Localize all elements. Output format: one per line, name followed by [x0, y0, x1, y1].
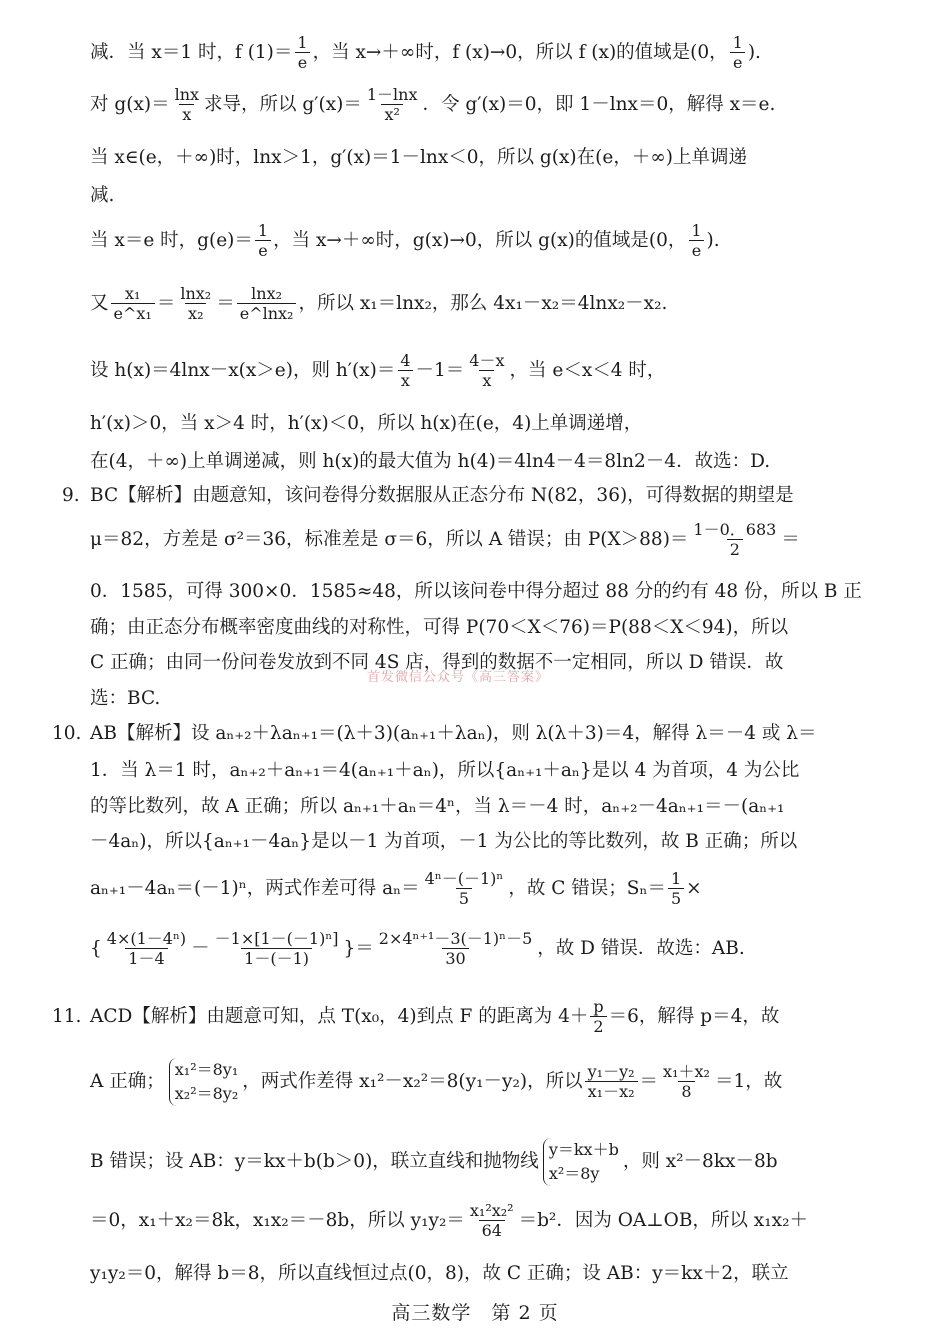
text-run: ). [706, 230, 720, 252]
text-run: ，两式作差得 x₁²－x₂²＝8(y₁－y₂)，所以 [242, 1071, 583, 1093]
text-run: 设 h(x)＝4lnx－x(x＞e)，则 h′(x)＝ [90, 360, 396, 382]
text-run: A 正确； [90, 1071, 165, 1093]
line [90, 830, 890, 853]
denominator: x² [381, 104, 402, 124]
numerator: 1 [732, 33, 743, 52]
text-run: 减．当 x＝1 时，f (1)＝ [90, 42, 293, 64]
denominator: x [398, 370, 413, 390]
text-run: 求导，所以 g′(x)＝ [204, 94, 362, 116]
question-number: 11. [52, 1006, 82, 1028]
text-run: －4aₙ)，所以{aₙ₊₁－4aₙ}是以－1 为首项，－1 为公比的等比数列，故 B 正确；所以 [90, 831, 798, 852]
line [90, 521, 890, 558]
denominator: x₂ [185, 303, 206, 323]
denominator: 8 [678, 1081, 694, 1101]
numerator: 4ⁿ－(－1)ⁿ [424, 869, 504, 888]
numerator: 1 [691, 221, 702, 240]
fraction [688, 222, 704, 259]
line [90, 580, 890, 603]
numerator: lnx₂ [180, 284, 212, 303]
text-run: y₁y₂＝0，解得 b＝8，所以直线恒过点(0，8)，故 C 正确；设 AB：y＝kx＋2，联立 [90, 1263, 789, 1284]
denominator: e^x₁ [111, 303, 155, 323]
line [52, 722, 890, 745]
text-run: 对 g(x)＝ [90, 94, 170, 116]
question-number: 9. [62, 485, 80, 506]
text-run: ＝1，故 [714, 1071, 783, 1093]
text-run: B 错误；设 AB：y＝kx＋b(b＞0)，联立直线和抛物线 [90, 1151, 539, 1173]
text-run: ＝6，解得 p＝4，故 [608, 1006, 780, 1028]
equation: y＝kx＋b [548, 1140, 619, 1159]
text-run: h′(x)＞0，当 x＞4 时，h′(x)＜0，所以 h(x)在(e，4)上单调递增， [90, 413, 643, 434]
fraction [590, 998, 606, 1035]
text-run: ＝b²．因为 OA⊥OB，所以 x₁x₂＋ [518, 1210, 809, 1232]
fraction [466, 352, 507, 389]
denominator: e [295, 52, 310, 72]
text-run: ，当 x→＋∞时，f (x)→0，所以 f (x)的值域是(0， [312, 42, 728, 64]
text-run: 减. [90, 185, 115, 206]
equation: x₂²＝8y₂ [174, 1084, 239, 1103]
numerator: lnx [174, 85, 200, 104]
text-run: ). [747, 42, 761, 64]
line [90, 86, 890, 123]
line [90, 222, 890, 259]
line [62, 484, 890, 507]
line [90, 184, 890, 207]
line [90, 795, 890, 818]
text-run: ，故 D 错误．故选：AB. [537, 938, 745, 960]
denominator: 30 [442, 948, 468, 968]
line [90, 34, 890, 71]
text-run: ，故 C 错误；Sₙ＝ [508, 878, 666, 900]
text-run: × [686, 878, 702, 900]
text-run: ACD【解析】由题意可知，点 T(x₀，4)到点 F 的距离为 4＋ [90, 1006, 589, 1028]
text-run: 0．1585，可得 300×0．1585≈48，所以该问卷中得分超过 88 分的约有 48 份，所以 B 正 [90, 581, 862, 602]
line [90, 1058, 890, 1106]
denominator: 2 [590, 1016, 606, 1036]
numerator: －1×[1－(－1)ⁿ] [214, 929, 339, 948]
text-run: 当 x∈(e，＋∞)时，lnx＞1，g′(x)＝1－lnx＜0，所以 g(x)在(e，＋∞)上单调递 [90, 147, 747, 168]
line [90, 352, 890, 389]
text-run: ，则 x²－8kx－8b [622, 1151, 778, 1173]
text-run: ．令 g′(x)＝0，即 1－lnx＝0，解得 x＝e. [422, 94, 776, 116]
text-run: C 正确；由同一份问卷发放到不同 4S 店，得到的数据不一定相同，所以 D 错误．故 [90, 652, 784, 673]
denominator: e^lnx₂ [237, 303, 297, 323]
watermark-text: 首发微信公众号《高三答案》 [367, 670, 550, 685]
numerator: 1 [257, 221, 269, 240]
equation: x₁²＝8y₁ [174, 1060, 239, 1079]
line [90, 412, 890, 435]
line [90, 616, 890, 639]
fraction [397, 352, 413, 389]
fraction [376, 930, 536, 967]
text-run: }＝ [343, 938, 374, 960]
line [90, 450, 890, 473]
fraction [237, 285, 297, 322]
denominator: 64 [479, 1220, 505, 1240]
text-run: μ＝82，方差是 σ²＝36，标准差是 σ＝6，所以 A 错误；由 P(X＞88)＝ [90, 529, 689, 551]
fraction [660, 1063, 713, 1100]
numerator: lnx₂ [251, 284, 283, 303]
denominator: 1－(－1) [241, 948, 312, 968]
equation-system [543, 1138, 619, 1186]
numerator: y₁－y₂ [587, 1062, 635, 1082]
text-run: ，所以 x₁＝lnx₂，那么 4x₁－x₂＝4lnx₂－x₂. [298, 293, 668, 315]
fraction [668, 870, 684, 907]
text-run: 在(4，＋∞)上单调递减，则 h(x)的最大值为 h(4)＝4ln4－4＝8ln2－4．故选：D. [90, 451, 771, 472]
numerator: x₁＋x₂ [663, 1062, 710, 1082]
numerator: 1－lnx [366, 85, 418, 104]
text-run: ＝ [639, 1071, 659, 1093]
question-number: 10. [52, 723, 82, 744]
numerator: 4 [400, 351, 411, 370]
fraction [172, 86, 202, 123]
text-run: 选：BC. [90, 688, 161, 709]
fraction [255, 222, 271, 259]
fraction [422, 870, 507, 907]
denominator: 5 [668, 888, 684, 908]
numerator: p [593, 997, 604, 1016]
numerator: 2×4ⁿ⁺¹－3(－1)ⁿ－5 [378, 929, 533, 948]
fraction [177, 285, 214, 322]
text-run: ，当 x→＋∞时，g(x)→0，所以 g(x)的值域是(0， [273, 230, 687, 252]
text-run: ，当 e＜x＜4 时， [509, 360, 666, 382]
text-run: － [191, 938, 210, 960]
text-run: ＝0，x₁＋x₂＝8k，x₁x₂＝－8b，所以 y₁y₂＝ [90, 1210, 465, 1232]
text-run: 1．当 λ＝1 时，aₙ₊₂＋aₙ₊₁＝4(aₙ₊₁＋aₙ)，所以{aₙ₊₁＋aₙ}是以 4 为首项，4 为公比 [90, 760, 800, 781]
text-run: 当 x＝e 时，g(e)＝ [90, 230, 253, 252]
denominator: e [255, 240, 270, 260]
numerator: 1 [670, 869, 682, 888]
line [90, 687, 890, 710]
denominator: x [179, 104, 194, 124]
line [90, 870, 890, 907]
text-run: ＝ [781, 529, 800, 551]
line [90, 1202, 890, 1239]
equation-system [169, 1058, 239, 1106]
fraction [467, 1202, 517, 1239]
denominator: 5 [456, 888, 472, 908]
fraction [294, 34, 310, 71]
denominator: x [479, 370, 494, 390]
denominator: 1－4 [125, 948, 167, 968]
fraction [111, 285, 155, 322]
fraction [730, 34, 746, 71]
denominator: 2 [727, 539, 743, 559]
text-run: 确；由正态分布概率密度曲线的对称性，可得 P(70＜X＜76)＝P(88＜X＜94)，所以 [90, 617, 789, 638]
numerator: x₁²x₂² [469, 1201, 514, 1220]
denominator: e [730, 52, 745, 72]
numerator: 1 [297, 33, 308, 52]
numerator: x₁ [124, 284, 141, 303]
line [90, 930, 890, 967]
fraction [585, 1063, 638, 1100]
numerator: 4×(1－4ⁿ) [106, 929, 187, 948]
line [90, 1262, 890, 1285]
denominator: x₁－x₂ [585, 1081, 638, 1101]
text-run: ＝ [156, 293, 176, 315]
text-run: ＝ [216, 293, 235, 315]
numerator: 1－0．683 [693, 520, 777, 539]
equation: x²＝8y [548, 1164, 600, 1183]
fraction [364, 86, 421, 123]
numerator: 4－x [469, 351, 505, 370]
text-run: BC【解析】由题意知，该问卷得分数据服从正态分布 N(82，36)，可得数据的期望是 [90, 485, 794, 506]
line [90, 759, 890, 782]
fraction [212, 930, 342, 967]
line [90, 146, 890, 169]
text-run: －1＝ [415, 360, 465, 382]
line [90, 285, 890, 322]
fraction [690, 521, 779, 558]
text-run: { [90, 938, 102, 960]
text-run: aₙ₊₁－4aₙ＝(－1)ⁿ，两式作差可得 aₙ＝ [90, 878, 420, 900]
text-run: 又 [90, 293, 109, 315]
text-run: AB【解析】设 aₙ₊₂＋λaₙ₊₁＝(λ＋3)(aₙ₊₁＋λaₙ)，则 λ(λ＋3)＝4，解得 λ＝－4 或 λ＝ [90, 723, 817, 744]
fraction [104, 930, 189, 967]
denominator: e [689, 240, 704, 260]
line [90, 1138, 890, 1186]
page-footer: 高三数学 第 2 页 [391, 1302, 559, 1324]
line [52, 997, 890, 1036]
text-run: 的等比数列，故 A 正确；所以 aₙ₊₁＋aₙ＝4ⁿ，当 λ＝－4 时，aₙ₊₂－4aₙ₊₁＝－(aₙ₊₁ [90, 796, 785, 817]
